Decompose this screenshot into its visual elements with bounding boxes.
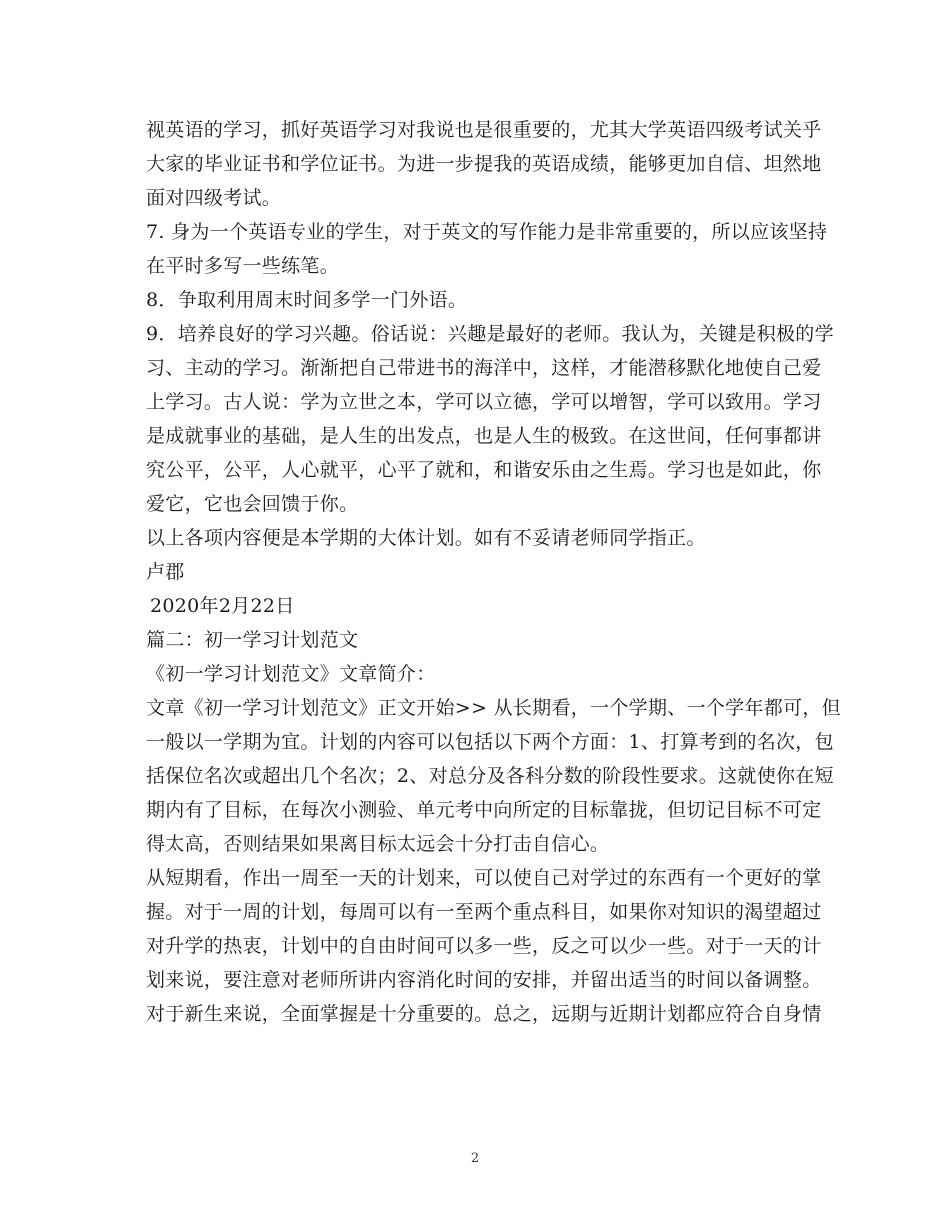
text-line: 握。对于一周的计划，每周可以有一至两个重点科目，如果你对知识的渴望超过 (146, 901, 822, 923)
text-line: 卢郡 (146, 561, 185, 583)
paragraph (146, 657, 826, 691)
paragraph (146, 283, 826, 317)
text-line: 面对四级考试。 (146, 187, 282, 209)
text-line: 得太高，否则结果如果离目标太远会十分打击自信心。 (146, 833, 610, 855)
text-line: 以上各项内容便是本学期的大体计划。如有不妥请老师同学指正。 (146, 527, 706, 549)
text-line: 对于新生来说，全面掌握是十分重要的。总之，远期与近期计划都应符合自身情 (146, 1003, 822, 1025)
text-line: 篇二：初一学习计划范文 (146, 629, 359, 651)
page-number: 2 (470, 1151, 480, 1166)
paragraph (146, 589, 826, 623)
text-line: 一般以一学期为宜。计划的内容可以包括以下两个方面：1、打算考到的名次，包 (146, 731, 834, 753)
paragraph (146, 521, 826, 555)
text-line: 究公平，公平，人心就平，心平了就和，和谐安乐由之生焉。学习也是如此，你 (146, 459, 822, 481)
text-line: 2020年2月22日 (150, 595, 295, 617)
paragraph (146, 555, 826, 589)
text-line: 上学习。古人说：学为立世之本，学可以立德，学可以增智，学可以致用。学习 (146, 391, 822, 413)
text-line: 爱它，它也会回馈于你。 (146, 493, 359, 515)
paragraph (146, 861, 826, 1031)
text-line: 习、主动的学习。渐渐把自己带进书的海洋中，这样，才能潜移默化地使自己爱 (146, 357, 822, 379)
text-line: 期内有了目标，在每次小测验、单元考中向所定的目标靠拢，但切记目标不可定 (146, 799, 822, 821)
text-line: 对升学的热衷，计划中的自由时间可以多一些，反之可以少一些。对于一天的计 (146, 935, 822, 957)
text-line: 划来说，要注意对老师所讲内容消化时间的安排，并留出适当的时间以备调整。 (146, 969, 822, 991)
text-line: 在平时多写一些练笔。 (146, 255, 340, 277)
document-body (146, 113, 841, 1031)
text-line: 8．争取利用周末时间多学一门外语。 (146, 289, 468, 311)
text-line: 大家的毕业证书和学位证书。为进一步提我的英语成绩，能够更加自信、坦然地 (146, 153, 822, 175)
text-line: 从短期看，作出一周至一天的计划来，可以使自己对学过的东西有一个更好的掌 (146, 867, 822, 889)
text-line: 《初一学习计划范文》文章简介： (146, 663, 436, 685)
paragraph (146, 215, 826, 283)
text-line: 文章《初一学习计划范文》正文开始>> 从长期看，一个学期、一个学年都可，但 (146, 697, 841, 719)
paragraph (146, 317, 834, 521)
text-line: 视英语的学习，抓好英语学习对我说也是很重要的，尤其大学英语四级考试关乎 (146, 119, 822, 141)
text-line: 9．培养良好的学习兴趣。俗话说：兴趣是最好的老师。我认为，关键是积极的学 (146, 323, 834, 345)
text-line: 7. 身为一个英语专业的学生，对于英文的写作能力是非常重要的，所以应该坚持 (146, 221, 828, 243)
paragraph (146, 623, 826, 657)
paragraph (146, 113, 826, 215)
paragraph (146, 691, 841, 861)
text-line: 是成就事业的基础，是人生的出发点，也是人生的极致。在这世间，任何事都讲 (146, 425, 822, 447)
text-line: 括保位名次或超出几个名次；2、对总分及各科分数的阶段性要求。这就使你在短 (146, 765, 834, 787)
